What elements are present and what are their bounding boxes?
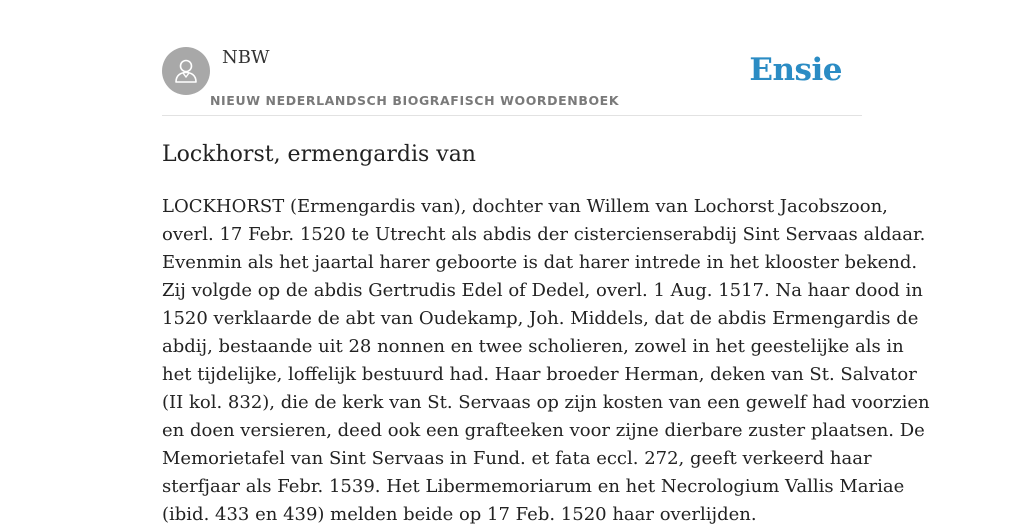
article-line: Evenmin als het jaartal harer geboorte is dat harer intrede in het klooster bekend. [162,252,918,273]
article-line: (II kol. 832), die de kerk van St. Servaas op zijn kosten van een gewelf had voorzien [162,392,930,413]
article-line: Zij volgde op de abdis Gertrudis Edel of Dedel, overl. 1 Aug. 1517. Na haar dood in [162,280,923,301]
article-line: overl. 17 Febr. 1520 te Utrecht als abdis der cistercienserabdij Sint Servaas aldaar. [162,224,926,245]
article-line: Memorietafel van Sint Servaas in Fund. et fata eccl. 272, geeft verkeerd haar [162,448,872,469]
article-title: Lockhorst, ermengardis van [162,142,476,167]
source-avatar[interactable] [162,47,210,95]
article-line: abdij, bestaande uit 28 nonnen en twee scholieren, zowel in het geestelijke als in [162,336,904,357]
article-line: sterfjaar als Febr. 1539. Het Libermemoriarum en het Necrologium Vallis Mariae [162,476,905,497]
user-icon [171,56,201,86]
article-body [162,193,930,529]
article-line: en doen versieren, deed ook een grafteeken voor zijne dierbare zuster plaatsen. De [162,420,925,441]
source-subtitle: NIEUW NEDERLANDSCH BIOGRAFISCH WOORDENBOEK [210,93,620,108]
source-header [162,0,862,116]
article-line: LOCKHORST (Ermengardis van), dochter van Willem van Lochorst Jacobszoon, [162,196,888,217]
article-line: het tijdelijke, loffelijk bestuurd had. Haar broeder Herman, deken van St. Salvator [162,364,917,385]
brand-logo-link[interactable]: Ensie [749,52,842,88]
article-line: 1520 verklaarde de abt van Oudekamp, Joh. Middels, dat de abdis Ermengardis de [162,308,919,329]
article-line: (ibid. 433 en 439) melden beide op 17 Feb. 1520 haar overlijden. [162,504,757,525]
source-name[interactable]: NBW [222,47,270,68]
